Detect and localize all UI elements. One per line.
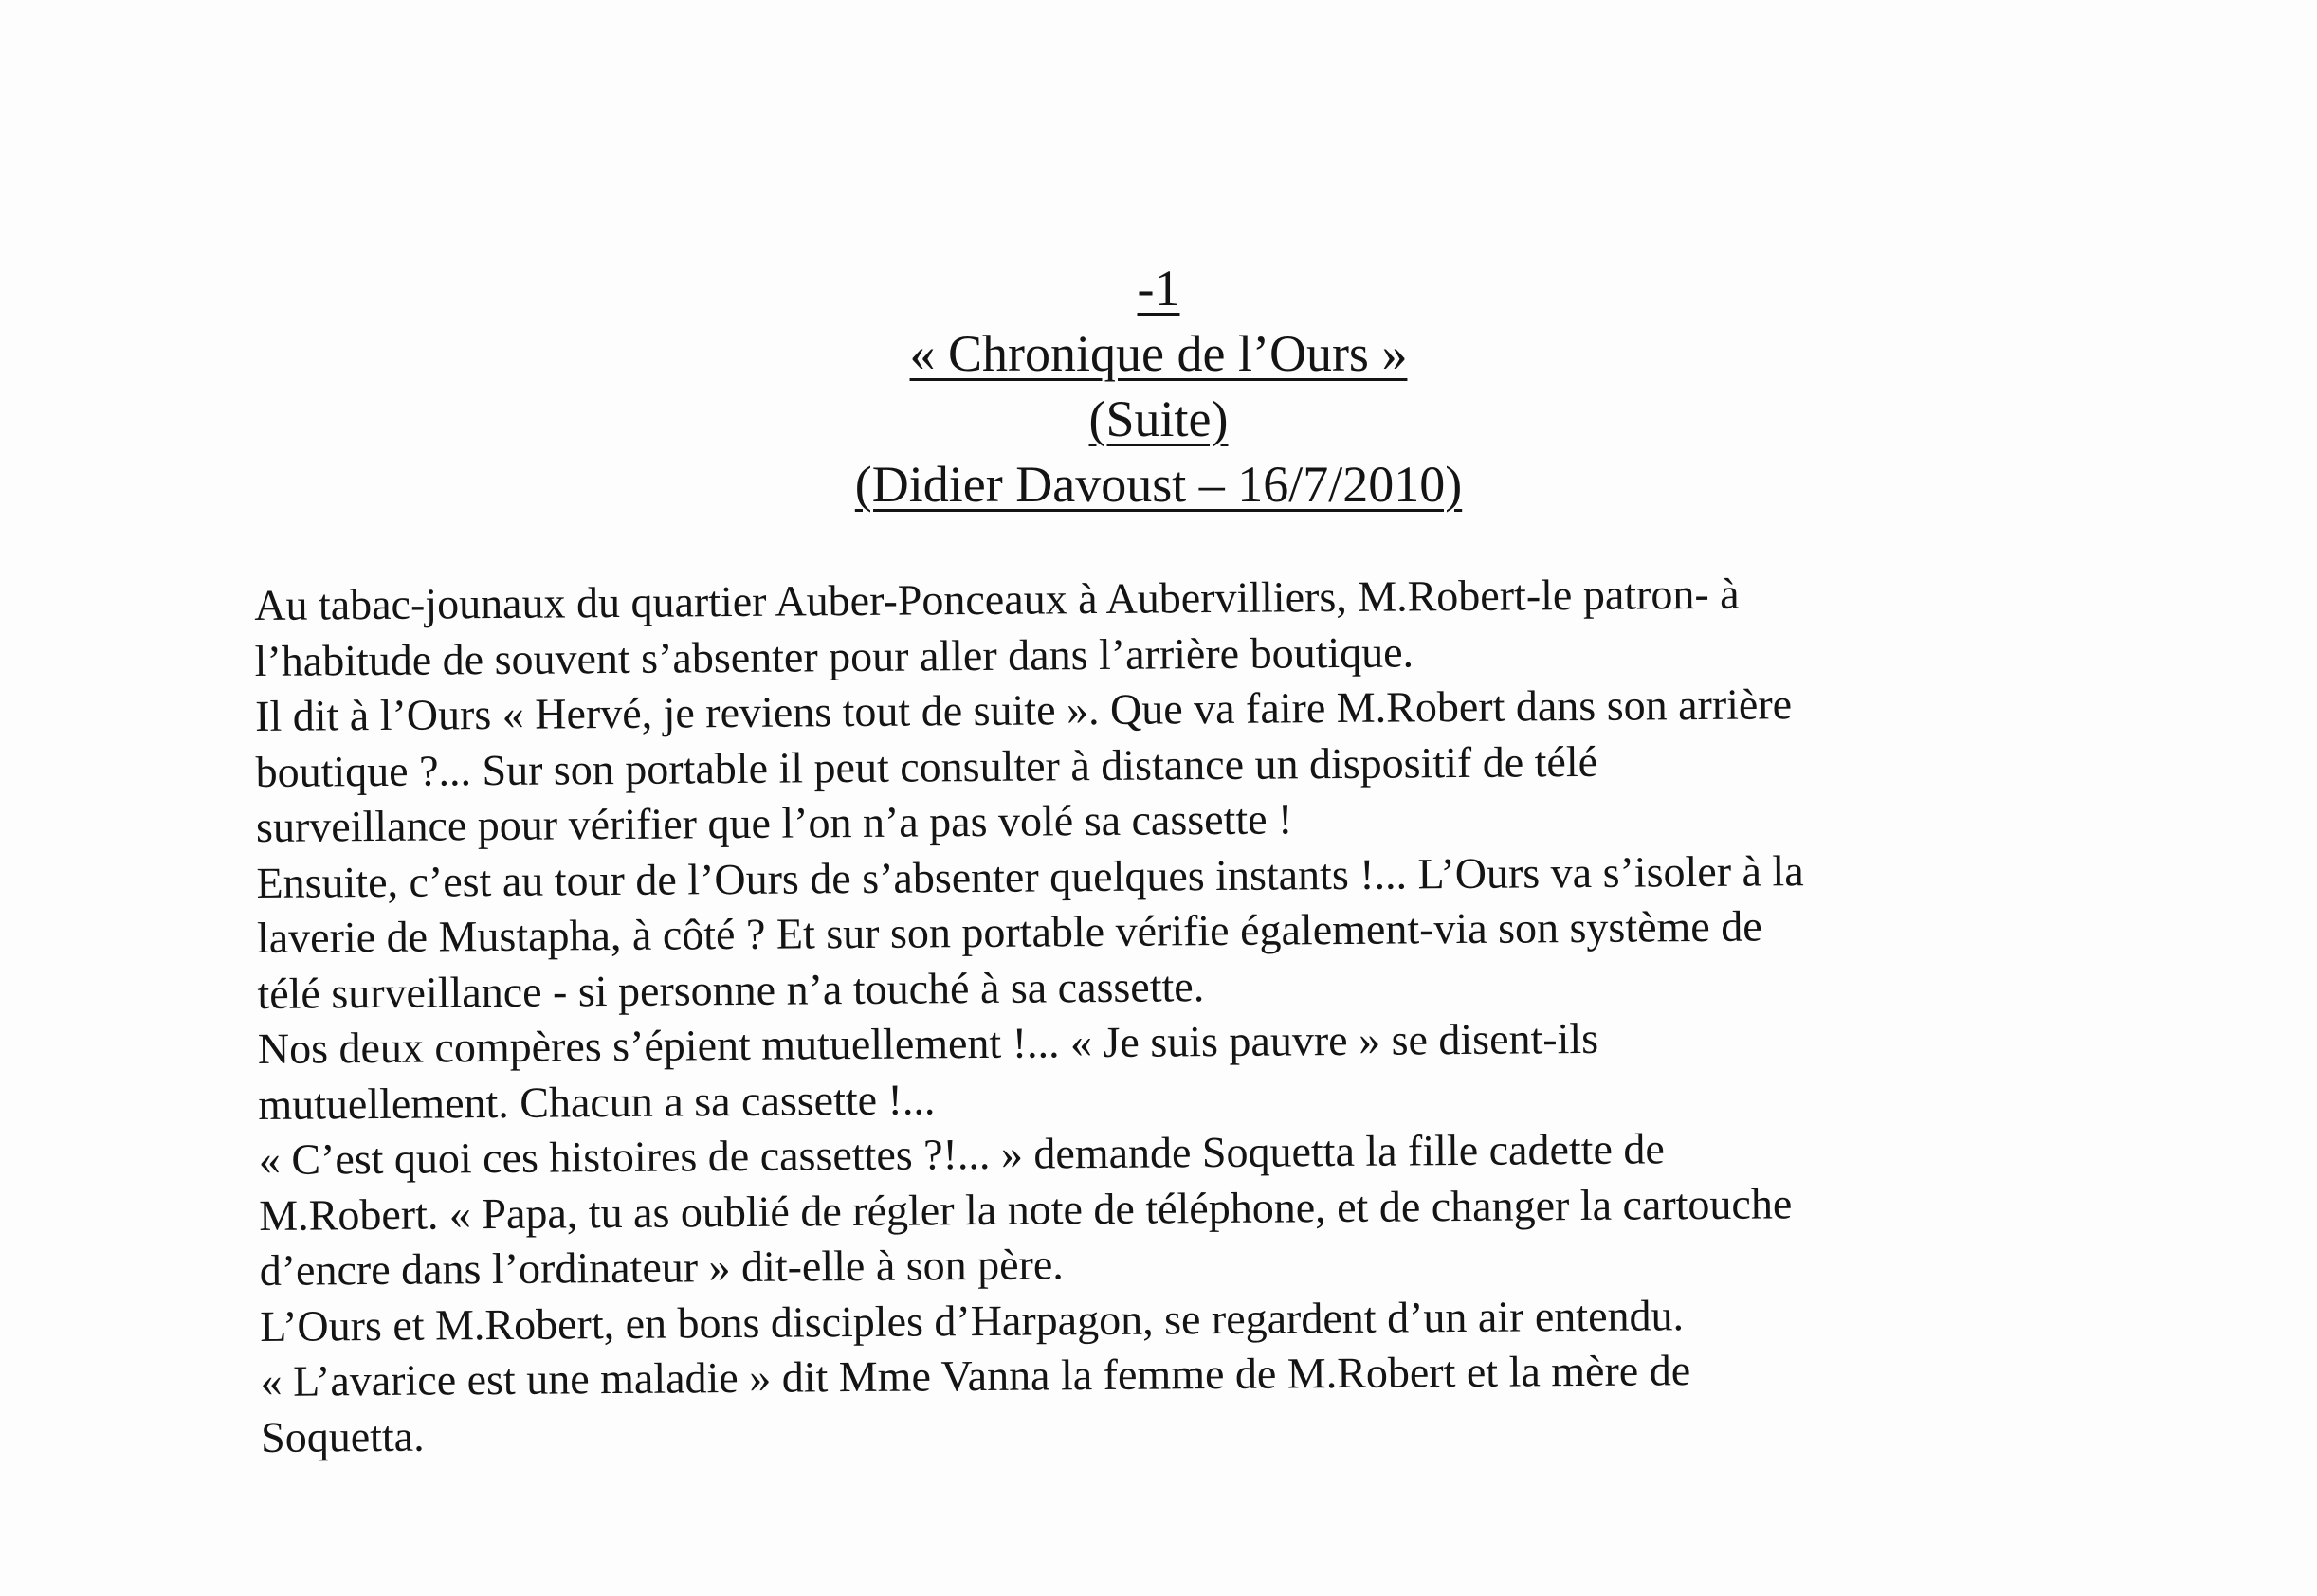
text-line: Nos deux compères s’épient mutuellement !... « Je suis pauvre » se disent-ils xyxy=(257,1013,1599,1073)
text-line: Ensuite, c’est au tour de l’Ours de s’absenter quelques instants !... L’Ours va s’isoler à la xyxy=(256,845,1804,907)
page-number: -1 xyxy=(1137,260,1180,317)
text-line: d’encre dans l’ordinateur » dit-elle à son père. xyxy=(259,1240,1065,1295)
text-line: « C’est quoi ces histoires de cassettes ?!... » demande Soquetta la fille cadette de xyxy=(258,1124,1665,1184)
text-line: M.Robert. « Papa, tu as oublié de régler la note de téléphone, et de changer la cartouche xyxy=(259,1178,1793,1240)
text-line: Il dit à l’Ours « Hervé, je reviens tout de suite ». Que va faire M.Robert dans son arrière xyxy=(254,680,1793,740)
text-line: Au tabac-jounaux du quartier Auber-Ponceaux à Aubervilliers, M.Robert-le patron- à xyxy=(254,569,1740,629)
text-line: télé surveillance - si personne n’a touché à sa cassette. xyxy=(257,961,1205,1018)
text-line: boutique ?... Sur son portable il peut consulter à distance un dispositif de télé xyxy=(255,736,1598,796)
document-subtitle: (Suite) xyxy=(1088,390,1229,447)
document-header xyxy=(0,256,2317,517)
document-byline: (Didier Davoust – 16/7/2010) xyxy=(854,456,1463,513)
text-line: laverie de Mustapha, à côté ? Et sur son portable vérifie également-via son système de xyxy=(256,901,1762,962)
text-line: surveillance pour vérifier que l’on n’a pas volé sa cassette ! xyxy=(255,794,1293,851)
document-title: « Chronique de l’Ours » xyxy=(909,325,1408,382)
text-line: « L’avarice est une maladie » dit Mme Vanna la femme de M.Robert et la mère de xyxy=(260,1346,1691,1406)
text-line: l’habitude de souvent s’absenter pour aller dans l’arrière boutique. xyxy=(254,626,1414,685)
text-line: Soquetta. xyxy=(260,1411,425,1461)
text-line: mutuellement. Chacun a sa cassette !... xyxy=(258,1074,936,1129)
body-text xyxy=(254,564,2062,1465)
text-line: L’Ours et M.Robert, en bons disciples d’Harpagon, se regardent d’un air entendu. xyxy=(259,1290,1685,1351)
